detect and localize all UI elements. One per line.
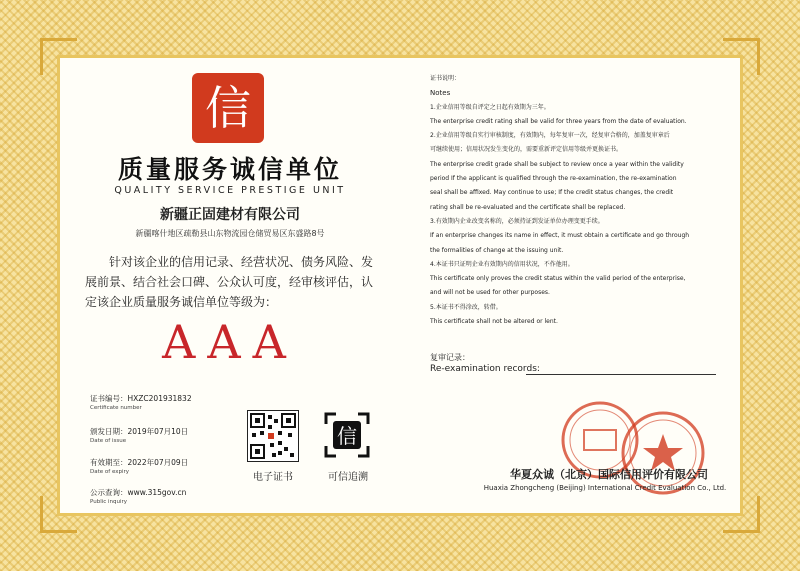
field-label: 颁发日期： [90, 427, 128, 436]
field-value: 2022年07月09日 [127, 458, 189, 467]
notes-line: the formalities of change at the issuing unit. [430, 246, 564, 254]
issuer-name: 华夏众诚（北京）国际信用评价有限公司 [510, 468, 708, 481]
inquiry-link[interactable]: www.315gov.cn [127, 488, 187, 497]
trust-trace-icon[interactable] [322, 410, 372, 460]
expiry-date-field [90, 450, 188, 475]
title-chinese: 质量服务诚信单位 [117, 155, 342, 184]
field-label-en: Date of issue [90, 438, 127, 444]
field-value: 2019年07月10日 [127, 427, 189, 436]
recheck-signature-line [526, 374, 716, 375]
notes-line: 证书说明： [430, 75, 461, 82]
issuer-name-en: Huaxia Zhongcheng (Beijing) International Credit Evaluation Co., Ltd. [483, 484, 727, 492]
trust-trace-label: 可信追溯 [328, 472, 368, 483]
field-label-en: Date of expiry [90, 469, 130, 475]
notes-line: and will not be used for other purposes. [430, 289, 550, 297]
public-inquiry-field [90, 480, 186, 505]
notes-line: seal shall be affixed. May continue to use; If the credit status changes, the credit [430, 189, 674, 197]
notes-line: 2.企业信用等级自实行审核制度，有效期内，每年复审一次，经复审合格的，加盖复审章后 [430, 132, 670, 140]
notes-line: 可继续使用；信用状况发生变化的，需要重新评定信用等级并更换证书。 [430, 146, 623, 154]
notes-line: 4.本证书只证明企业有效期内的信用状况，不作他用。 [430, 260, 574, 268]
credit-grade: AAA [162, 315, 298, 369]
notes-line: The enterprise credit grade shall be subject to review once a year within the validity [430, 160, 684, 168]
field-label: 证书编号： [90, 394, 128, 403]
certificate-notes [430, 72, 720, 329]
notes-line: Notes [430, 89, 451, 98]
certification-description: 针对该企业的信用记录、经营状况、债务风险、发展前景、结合社会口碑、公众认可度，经审核评估，认定该企业质量服务诚信单位等级为： [85, 255, 374, 309]
issue-date-field [90, 419, 188, 444]
cert-number-field [90, 386, 192, 411]
field-label-en: Certificate number [90, 405, 142, 411]
notes-line: 3.有效期内企业改变名称的，必须持证到发证单位办理变更手续。 [430, 217, 604, 225]
notes-line: 1.企业信用等级自评定之日起有效期为三年。 [430, 103, 550, 111]
svg-text:信: 信 [337, 424, 357, 448]
title-english: QUALITY SERVICE PRESTIGE UNIT [114, 185, 346, 196]
recheck-title-en: Re-examination records: [430, 364, 540, 374]
notes-line: If an enterprise changes its name in effect, it must obtain a certificate and go through [430, 232, 690, 240]
field-value: HXZC201931832 [127, 394, 192, 403]
company-name: 新疆正固建材有限公司 [160, 207, 300, 223]
qr-code-icon[interactable] [247, 410, 299, 462]
company-address: 新疆喀什地区疏勒县山东物流园仓储贸易区东盛路8号 [135, 229, 325, 238]
field-label-en: Public inquiry [90, 499, 128, 505]
recheck-title: 复审记录： [430, 353, 470, 362]
brand-logo: 信 [192, 73, 264, 143]
qr-code-label: 电子证书 [253, 472, 293, 483]
notes-line: This certificate shall not be altered or lent. [430, 318, 558, 326]
field-label: 公示查询： [90, 488, 128, 497]
notes-line: rating shall be re-evaluated and the certificate shall be replaced. [430, 203, 626, 211]
notes-line: period If the applicant is qualified through the re-examination, the re-examination [430, 175, 677, 183]
notes-line: 5.本证书不得涂改，转借。 [430, 303, 502, 311]
notes-line: The enterprise credit rating shall be valid for three years from the date of evaluation. [430, 117, 687, 125]
field-label: 有效期至： [90, 458, 128, 467]
notes-line: This certificate only proves the credit status within the valid period of the enterprise, [430, 275, 686, 283]
